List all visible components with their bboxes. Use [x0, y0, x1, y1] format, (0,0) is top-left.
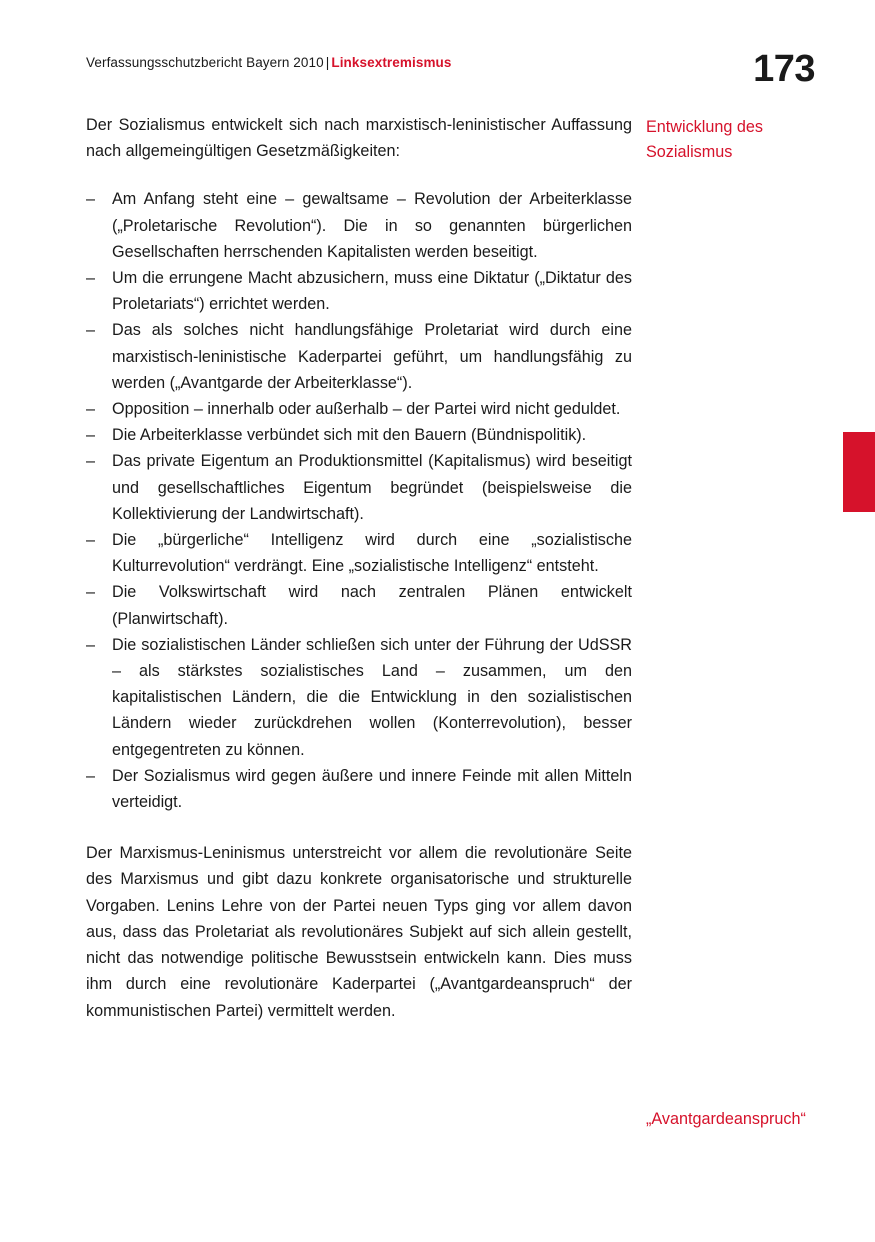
main-text-column: [86, 112, 632, 1024]
margin-note-development: Entwicklung des Sozialismus: [646, 118, 763, 161]
dash-marker: –: [86, 635, 96, 654]
list-item-text: Die sozialistischen Länder schließen sich unter der Führung der UdSSR – als stärkstes sozialistisches Land – zusammen, um den kapitalistischen Ländern, die die Entwicklung in den sozialistischen Ländern wieder zurückdrehen wollen (Konterrevolution), besser entgegentreten zu können.: [112, 635, 632, 759]
dash-marker: –: [86, 426, 96, 445]
chapter-side-tab: [843, 432, 875, 512]
list-item: [86, 527, 632, 579]
dash-marker: –: [86, 190, 96, 209]
list-item-text: Der Sozialismus wird gegen äußere und innere Feinde mit allen Mitteln verteidigt.: [112, 766, 632, 812]
page-number: 173: [753, 48, 815, 90]
dash-marker: –: [86, 400, 96, 419]
list-item: [86, 632, 632, 763]
list-item-text: Am Anfang steht eine – gewaltsame – Revolution der Arbeiterklasse („Proletarische Revolution“). Die in so genannten bürgerlichen Gesellschaften herrschenden Kapitalisten werden beseitigt.: [112, 190, 632, 261]
list-item-text: Um die errungene Macht abzusichern, muss eine Diktatur („Diktatur des Proletariats“) errichtet werden.: [112, 269, 632, 314]
margin-note-avantgarde: „Avantgardeanspruch“: [646, 1110, 806, 1128]
dash-marker: –: [86, 452, 96, 471]
list-item-text: Die Volkswirtschaft wird nach zentralen Plänen entwickelt (Planwirtschaft).: [112, 583, 632, 628]
list-item: [86, 763, 632, 815]
list-item-text: Die „bürgerliche“ Intelligenz wird durch eine „sozialistische Kulturrevolution“ verdrängt. Eine „sozialistische Intelligenz“ entsteht.: [112, 531, 632, 576]
list-item: [86, 448, 632, 527]
list-item-text: Das als solches nicht handlungsfähige Proletariat wird durch eine marxistisch-leninistische Kaderpartei geführt, um handlungsfähig zu werden („Avantgarde der Arbeiterklasse“).: [112, 321, 632, 392]
list-item: [86, 396, 632, 422]
intro-paragraph: Der Sozialismus entwickelt sich nach marxistisch-leninistischer Auffassung nach allgemeingültigen Gesetzmäßigkeiten:: [86, 116, 632, 161]
dash-marker: –: [86, 583, 96, 602]
page-header: [86, 55, 452, 70]
list-item: [86, 422, 632, 448]
list-item: [86, 265, 632, 317]
closing-paragraph: Der Marxismus-Leninismus unterstreicht vor allem die revolutionäre Seite des Marxismus und gibt dazu konkrete organisatorische und strukturelle Vorgaben. Lenins Lehre von der Partei neuen Typs ging vor allem davon aus, dass das Proletariat als revolutionäres Subjekt auf sich allein gestellt, nicht das notwendige politische Bewusstsein entwickeln kann. Dies muss ihm durch eine revolutionäre Kaderpartei („Avantgardeanspruch“ der kommunistischen Partei) vermittelt werden.: [86, 844, 632, 1020]
list-item-text: Das private Eigentum an Produktionsmittel (Kapitalismus) wird beseitigt und gesellschaftliches Eigentum begründet (beispielsweise die Kollektivierung der Landwirtschaft).: [112, 452, 632, 523]
list-item: [86, 317, 632, 396]
dash-marker: –: [86, 321, 96, 340]
list-item-text: Opposition – innerhalb oder außerhalb – der Partei wird nicht geduldet.: [112, 400, 621, 419]
list-item-text: Die Arbeiterklasse verbündet sich mit den Bauern (Bündnispolitik).: [112, 426, 587, 445]
header-section-name: Linksextremismus: [331, 55, 452, 70]
list-item: [86, 186, 632, 265]
header-publication-title: Verfassungsschutzbericht Bayern 2010: [86, 55, 324, 70]
dash-marker: –: [86, 766, 96, 785]
dash-marker: –: [86, 269, 96, 288]
list-item: [86, 579, 632, 631]
characteristics-list: [86, 186, 632, 815]
dash-marker: –: [86, 531, 96, 550]
header-separator: |: [325, 55, 330, 70]
